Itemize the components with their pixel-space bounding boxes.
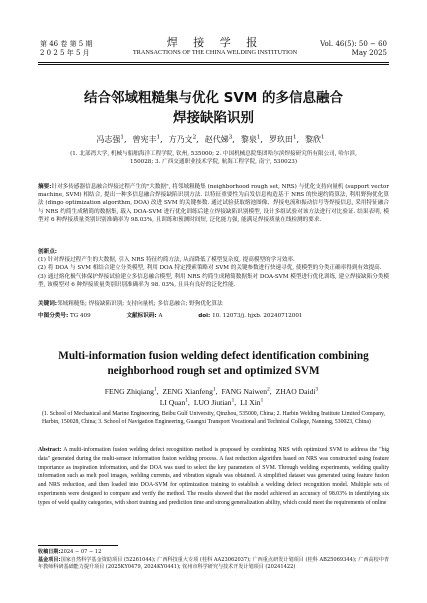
author-affiliation-index: 1: [153, 386, 157, 393]
paper-title-cn: [38, 88, 389, 128]
header-volume-en: [320, 40, 387, 58]
journal-name-en: TRANSACTIONS OF THE CHINA WELDING INSTITUTION: [132, 49, 298, 56]
author-affiliation-index: 2: [267, 386, 270, 393]
header-volume-cn: [40, 40, 93, 58]
author-affiliation-index: 1: [292, 134, 297, 141]
journal-name-cn: 焊 接 学 报: [166, 36, 264, 49]
volume-issue-cn: 第 46 卷 第 5 期: [40, 40, 93, 48]
footnote-rule: [38, 545, 118, 546]
volume-pages-en: Vol. 46(5): 50 − 60: [320, 40, 387, 48]
title-cn-line-1: 结合邻域粗糙集与优化 SVM 的多信息融合: [83, 90, 343, 106]
author-name: FENG Zhiqiang$^1$,: [104, 386, 159, 396]
received-value: 2024 − 07 − 12: [60, 549, 102, 555]
date-cn: 2 0 2 5 年 5 月: [40, 49, 90, 57]
author-affiliation-index: 2: [192, 134, 197, 141]
author-list-cn: [38, 134, 389, 145]
author-affiliation-index: 1: [156, 134, 161, 141]
clc-number: [38, 312, 91, 320]
author-affiliation-index: 1: [185, 397, 188, 404]
author-affiliation-index: 1: [212, 386, 216, 393]
doc-code-value: A: [158, 313, 163, 319]
date-en: May 2025: [351, 49, 387, 57]
affiliation-cn-line-2: 150028; 3. 广西交通职业技术学院, 航海工程学院, 南宁, 530023): [129, 159, 298, 165]
doc-code-label: 文献标识码:: [126, 313, 157, 319]
highlights-cn: [38, 248, 389, 289]
author-affiliation-index: 1: [120, 134, 124, 141]
affiliation-cn-line-1: (1. 北部湾大学, 机械与船舶海洋工程学院, 钦州, 535000; 2. 中国机械总院集团哈尔滨焊接研究所有限公司, 哈尔滨,: [70, 151, 357, 157]
document-code: [126, 312, 162, 320]
title-en-line-2: neighborhood rough set and optimized SVM: [107, 365, 320, 377]
received-date: [38, 549, 389, 557]
author-name: FANG Naiwen$^2$,: [221, 386, 272, 396]
author-name: 黎欣$^1$: [305, 134, 325, 144]
clc-value: TG 409: [70, 313, 91, 319]
doi-value[interactable]: 10. 12073/j. hjxb. 20240712001: [212, 313, 303, 319]
header-rule: [38, 62, 389, 63]
author-list-en-line-1: [38, 386, 389, 397]
author-name: LI Quan$^1$,: [159, 397, 190, 407]
keywords-cn: [38, 300, 389, 308]
author-affiliation-index: 1: [321, 134, 325, 141]
abstract-en: [38, 446, 389, 508]
author-name: LUO Jiutian$^1$,: [193, 397, 237, 407]
author-list-en: [38, 386, 389, 408]
affiliations-cn: [50, 150, 377, 166]
header-rule-thin: [38, 64, 389, 65]
journal-masthead: [120, 36, 310, 57]
abstract-en-label: Abstract:: [38, 447, 62, 453]
paper-title-en: [38, 349, 389, 379]
title-en-line-1: Multi-information fusion welding defect identification combining: [58, 350, 369, 362]
highlights-cn-label: 创新点:: [38, 249, 58, 255]
author-affiliation-index: 1: [260, 397, 264, 404]
author-name: 曾宪丰$^1$,: [132, 134, 163, 144]
clc-label: 中图分类号:: [38, 313, 69, 319]
received-label: 收稿日期:: [38, 549, 61, 555]
author-name: 冯志强$^1$,: [96, 134, 127, 144]
author-affiliation-index: 1: [256, 134, 261, 141]
funding: [38, 557, 389, 572]
footnote: [38, 549, 389, 572]
highlight-item: (3) 通过熔化极气体保护焊接试验建立多信息融合模型, 利用 NRS 约简生成精简数据集对 DOA-SVM 模型进行优化训练, 建立焊接缺陷分类模型, 该模型对 6 种焊接质量类别识别准确率为 98. 03%, 且具有良好的泛化性能.: [38, 273, 389, 288]
doi: [198, 312, 302, 320]
doi-label: doi:: [198, 313, 211, 319]
author-affiliation-index: 3: [228, 134, 233, 141]
abstract-cn-label: 摘要:: [38, 184, 52, 190]
author-affiliation-index: 1: [231, 397, 235, 404]
author-name: ZENG Xianfeng$^1$,: [162, 386, 218, 396]
title-cn-line-2: 焊接缺陷识别: [173, 110, 254, 126]
author-name: 赵代娣$^3$,: [204, 134, 235, 144]
classification-meta: [38, 312, 389, 320]
funding-text: 国家自然科学基金资助项目 (52261044); 广西科技重大专项 (桂科 AA23062037); 广西重点研发计划项目 (桂科 AB25069344); 广西高校中青年教师科研基础能力提升项目 (2025KY0479, 2024KY0441); 钦州市科学研究与技术开发计划项目 (20241422): [38, 556, 389, 571]
author-name: 方乃文$^2$,: [168, 134, 199, 144]
abstract-cn-text: 针对多传感器信息融合焊接过程产生的"大数据", 将邻域粗糙集 (neighborhood rough set, NRS) 与优化支持向量机 (support vector machine, SVM) 相结合, 提出一种多信息融合焊接缺陷识别方法. 以特征重要性为启发信息构造基于 NRS 的快速约简算法, 利用野狗优化算法 (dingo optimization algorithm, DOA) 改进 SVM 的关键参数. 通过试验获取熔池图像、焊接电流和振动信号等焊接信息, 采用特征融合与 NRS 约简生成精简的数据集, 载入 DOA-SVM 进行优化训练后建立焊接缺陷识别模型, 设计多组试验对该方法进行对比验证. 结果表明, 模型对 6 种焊接质量类别识别准确率为 98.03%, 且训练和预测时间短, 泛化能力强, 能满足焊接质量在线检测的要求.: [38, 184, 389, 223]
abstract-en-text: A multi-information fusion welding defect recognition method is proposed by combining NRS with optimized SVM to address the "big data" generated during the multi-sensor information fusion welding process. A fast reduction algorithm based on NRS was constructed using feature importance as inspiration information, and the DOA was used to select the key parameters of SVM. Through welding experiments, welding quality information such as melt pool images, welding currents, and vibration signals was obtained. A simplified dataset was generated using feature fusion and NRS reduction, and then loaded into DOA-SVM for optimization training to establish a welding defect recognition model. Multiple sets of experiments were designed to compare and verify the method. The results showed that the model achieved an accuracy of 98.03% in identifying six types of weld quality categories, with short training and prediction time and strong generalization ability, which could meet the requirements of online: [38, 447, 389, 506]
funding-label: 基金项目:: [38, 556, 61, 563]
keywords-cn-label: 关键词:: [38, 301, 58, 307]
affiliations-en: (1. School of Mechanical and Marine Engineering, Beibu Gulf University, Qinzhou, 535000, China; 2. Harbin Welding Institute Limited Company, Harbin, 150028, China; 3. School of Navigation Engineering, Guangxi Transport Vocational and Technical College, Nanning, 530023, China): [42, 411, 385, 426]
author-affiliation-index: 3: [315, 386, 319, 393]
author-list-en-line-2: [38, 397, 389, 408]
author-name: ZHAO Daidi$^3$: [275, 386, 319, 396]
author-name: 黎泉$^1$,: [240, 134, 263, 144]
highlight-item: (2) 将 DOA 与 SVM 相结合建立分类模型, 利用 DOA 特定搜索策略对 SVM 的关键参数进行快速寻优, 使模型的分类正确率得到有效提高.: [38, 265, 382, 272]
author-name: LI Xin$^1$: [240, 397, 264, 407]
keywords-cn-text: 邻域粗糙集; 焊接缺陷识别; 支持向量机; 多信息融合; 野狗优化算法: [57, 301, 223, 307]
highlight-item: (1) 针对焊接过程产生的大数据, 引入 NRS 特征约简方法, 从而降低了模型复杂度, 提高模型的学习效率.: [38, 257, 295, 264]
abstract-cn: [38, 183, 389, 224]
author-name: 罗玖田$^1$,: [268, 134, 300, 144]
